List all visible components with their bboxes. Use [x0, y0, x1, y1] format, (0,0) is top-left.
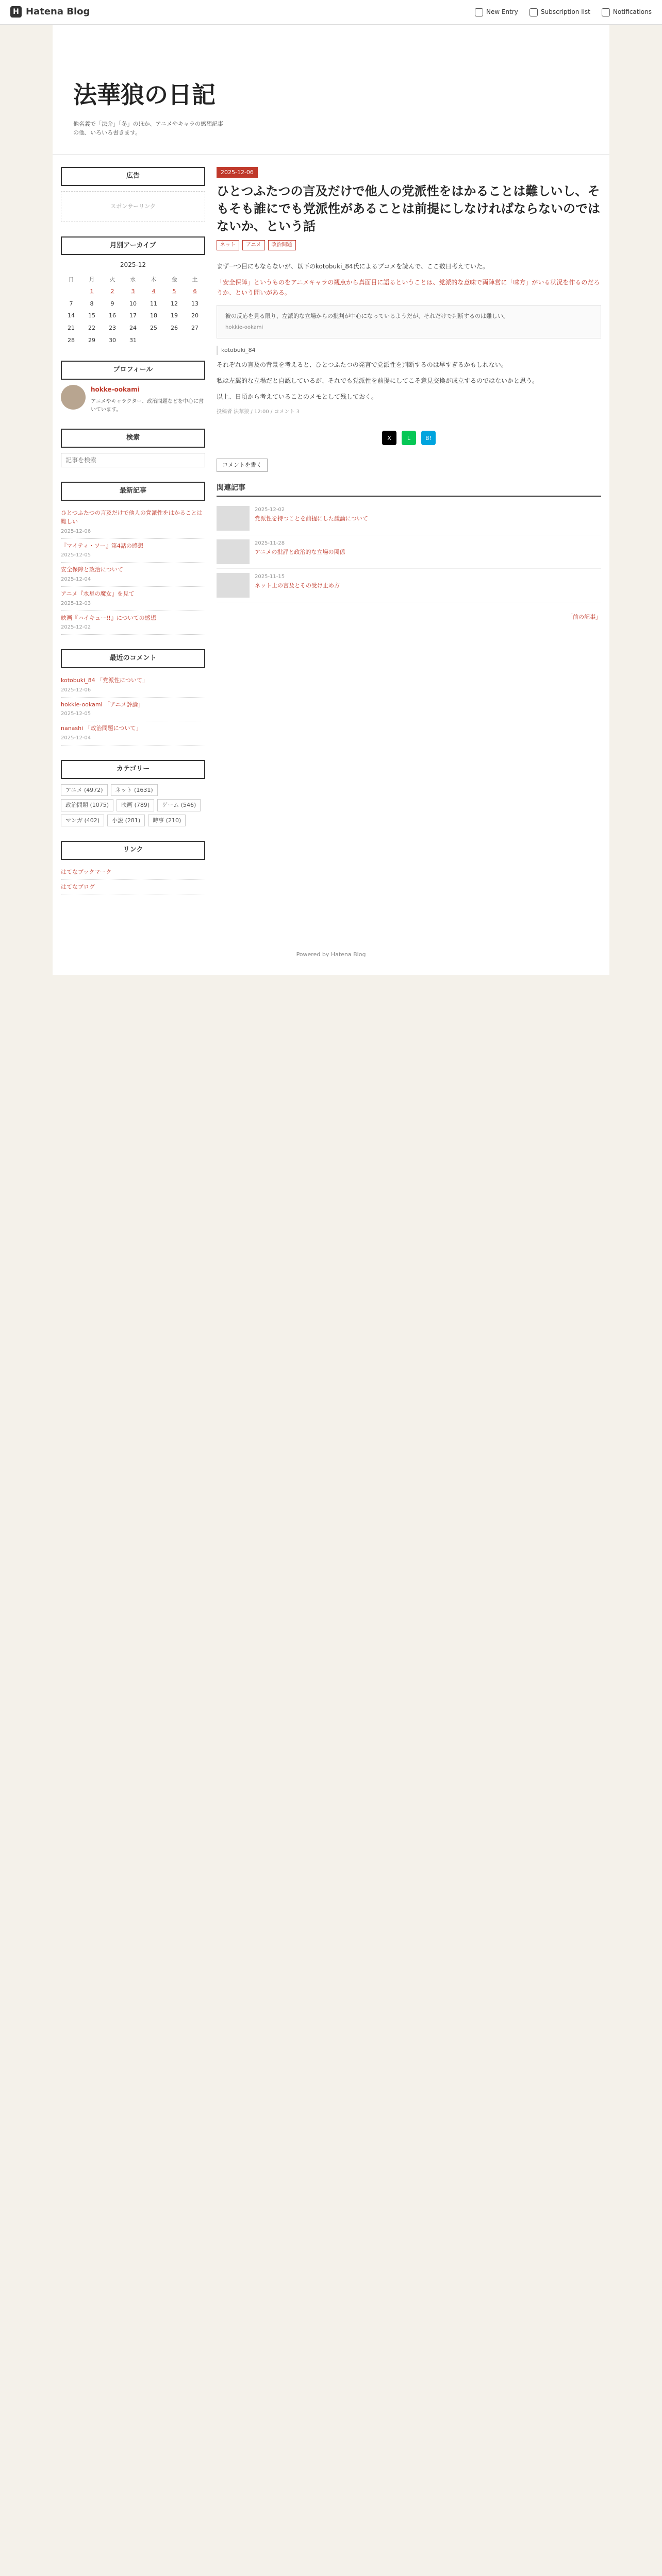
recent-title: 最新記事: [61, 482, 205, 501]
calendar-day: 13: [191, 300, 198, 307]
calendar-day: 28: [68, 336, 75, 344]
calendar-day: 23: [109, 324, 116, 331]
link-item[interactable]: [61, 865, 205, 880]
comments-title: 最近のコメント: [61, 649, 205, 668]
page-wrapper: [53, 25, 609, 975]
calendar-week: [61, 310, 205, 322]
pager: [217, 613, 601, 622]
calendar-weekday: 月: [89, 276, 95, 283]
calendar-day: 9: [110, 300, 114, 307]
calendar-week: [61, 285, 205, 298]
recent-item[interactable]: [61, 563, 205, 587]
sidebar: [61, 167, 205, 909]
rss-icon: [529, 8, 538, 16]
calendar-day: 26: [171, 324, 178, 331]
line-share-icon[interactable]: L: [402, 431, 416, 445]
blog-header: [53, 25, 609, 155]
entry-category[interactable]: 政治問題: [268, 240, 296, 250]
entry-paragraph: 私は左翼的な立場だと自認しているが、それでも党派性を前提にしてこそ意見交換が成立するのではないかと思う。: [217, 377, 539, 385]
x-share-icon[interactable]: X: [382, 431, 396, 445]
related-link[interactable]: 党派性を持つことを前提にした議論について: [255, 515, 368, 522]
profile-module: [61, 361, 205, 414]
calendar-day[interactable]: 4: [152, 288, 156, 295]
calendar-day: 16: [109, 312, 116, 319]
recent-item[interactable]: [61, 611, 205, 635]
prev-entry-link[interactable]: 「前の記事」: [567, 614, 601, 621]
calendar-day: 12: [171, 300, 178, 307]
calendar-table: [61, 274, 205, 347]
related-item[interactable]: [217, 535, 601, 569]
links-title: リンク: [61, 841, 205, 860]
category-chip[interactable]: 映画 (789): [117, 799, 154, 811]
bell-icon: [602, 8, 610, 16]
subscription-list-link[interactable]: Subscription list: [529, 7, 590, 17]
footer: Powered by Hatena Blog: [296, 951, 366, 958]
related-text-col: [255, 573, 340, 598]
calendar-day: 8: [90, 300, 94, 307]
calendar-day[interactable]: 5: [172, 288, 176, 295]
calendar-day: 21: [68, 324, 75, 331]
content-layout: [53, 155, 609, 930]
share-buttons: [217, 431, 601, 445]
comment-item-title[interactable]: kotobuki_84 「党派性について」: [61, 677, 148, 684]
entry-date[interactable]: 2025-12-06: [217, 167, 258, 178]
comment-item[interactable]: [61, 721, 205, 745]
search-input[interactable]: [61, 453, 205, 467]
related-section: [217, 482, 601, 602]
topbar-links: [475, 7, 652, 17]
ad-title: 広告: [61, 167, 205, 186]
calendar-empty: [185, 334, 205, 347]
related-text-col: [255, 506, 368, 531]
calendar-day: 14: [68, 312, 75, 319]
related-link[interactable]: ネット上の言及とその受け止め方: [255, 582, 340, 589]
entry-categories: [217, 240, 601, 250]
comment-item-meta: 2025-12-04: [61, 735, 91, 741]
recent-item-title[interactable]: 『マイティ・ソー』第4話の感想: [61, 542, 143, 549]
search-module: [61, 429, 205, 467]
recent-item-title[interactable]: アニメ『水星の魔女』を見て: [61, 590, 135, 598]
entry-paragraph: まず一つ目にもならないが、以下のkotobuki_84氏によるブコメを読んで、ここ数日考えていた。: [217, 263, 489, 270]
calendar-week: [61, 334, 205, 347]
comment-item[interactable]: [61, 673, 205, 698]
profile-title: プロフィール: [61, 361, 205, 380]
calendar-day: 27: [191, 324, 198, 331]
comment-item[interactable]: [61, 698, 205, 722]
calendar-weekday: 火: [109, 276, 115, 283]
calendar-days: [61, 285, 205, 346]
calendar-module: [61, 236, 205, 347]
category-chip[interactable]: 政治問題 (1075): [61, 799, 113, 811]
calendar-day[interactable]: 2: [110, 288, 114, 295]
related-item[interactable]: [217, 502, 601, 535]
calendar-day: 25: [150, 324, 157, 331]
top-bar: [0, 0, 662, 25]
avatar[interactable]: [61, 385, 86, 410]
calendar-day: 29: [88, 336, 95, 344]
calendar-weekday: 土: [192, 276, 198, 283]
comment-item-title[interactable]: hokkie-ookami 「アニメ評論」: [61, 701, 144, 708]
link-item-label[interactable]: はてなブログ: [61, 883, 95, 890]
new-entry-link[interactable]: New Entry: [475, 7, 518, 17]
comment-item-title[interactable]: nanashi 「政治問題について」: [61, 725, 142, 732]
notifications-link[interactable]: Notifications: [602, 7, 652, 17]
entry-body: [217, 262, 601, 402]
categories-title: カテゴリー: [61, 760, 205, 779]
user-line[interactable]: kotobuki_84: [217, 346, 601, 355]
category-chip[interactable]: 小説 (281): [107, 815, 145, 827]
link-item[interactable]: [61, 880, 205, 895]
calendar-week: [61, 298, 205, 310]
related-thumbnail[interactable]: [217, 506, 250, 531]
search-title: 検索: [61, 429, 205, 448]
calendar-weekday: 木: [151, 276, 157, 283]
recent-item-title[interactable]: 映画『ハイキュー!!』についての感想: [61, 614, 156, 621]
related-link[interactable]: アニメの批評と政治的な立場の関係: [255, 549, 345, 556]
calendar-day[interactable]: 6: [193, 288, 197, 295]
calendar-weekdays: [61, 274, 205, 286]
blockquote: [217, 305, 601, 339]
links-list: [61, 865, 205, 894]
ad-box[interactable]: スポンサーリンク: [61, 191, 205, 222]
related-title: 関連記事: [217, 482, 601, 497]
profile-name[interactable]: hokke-ookami: [91, 385, 140, 393]
comment-item-meta: 2025-12-06: [61, 687, 91, 693]
related-thumbnail[interactable]: [217, 573, 250, 598]
calendar-day[interactable]: 1: [90, 288, 94, 295]
hatena-logo[interactable]: [10, 5, 90, 20]
calendar-day: 31: [129, 336, 137, 344]
hatena-logo-icon: H: [10, 6, 22, 18]
entry-closing: 以上、日頃から考えていることのメモとして残しておく。: [217, 393, 377, 401]
ad-module: [61, 167, 205, 222]
comments-list: [61, 673, 205, 745]
entry: [217, 167, 601, 472]
calendar-day: 11: [150, 300, 157, 307]
quote-author[interactable]: hokkie-ookami: [225, 325, 263, 331]
calendar-day: 20: [191, 312, 198, 319]
comments-module: [61, 649, 205, 745]
category-chip[interactable]: 時事 (210): [148, 815, 186, 827]
category-grid: [61, 784, 205, 827]
related-text-col: [255, 539, 345, 564]
recent-item-title[interactable]: ひとつふたつの言及だけで他人の党派性をはかることは難しい: [61, 509, 203, 526]
links-module: [61, 841, 205, 894]
comment-item-meta: 2025-12-05: [61, 711, 91, 717]
calendar-day[interactable]: 3: [131, 288, 135, 295]
calendar-empty: [143, 334, 164, 347]
recent-item-title[interactable]: 安全保障と政治について: [61, 566, 123, 573]
calendar-day: 15: [88, 312, 95, 319]
pencil-icon: [475, 8, 483, 16]
entry-title[interactable]: ひとつふたつの言及だけで他人の党派性をはかることは難しいし、そもそも誰にでも党派性があることは前提にしなければならないのではないか、という話: [217, 184, 600, 233]
calendar-day: 22: [88, 324, 95, 331]
recent-item[interactable]: [61, 506, 205, 539]
recent-item-meta: 2025-12-05: [61, 552, 91, 558]
calendar-day: 30: [109, 336, 116, 344]
recent-list: [61, 506, 205, 635]
recent-item-meta: 2025-12-02: [61, 624, 91, 631]
blog-title[interactable]: 法華狼の日記: [73, 81, 216, 109]
calendar-day: 10: [129, 300, 137, 307]
category-chip[interactable]: マンガ (402): [61, 815, 104, 827]
recent-item-meta: 2025-12-06: [61, 528, 91, 534]
recent-item-meta: 2025-12-04: [61, 577, 91, 583]
blog-description: 他名義で「法介」「冬」のほか、アニメやキャラの感想記事の他、いろいろ書きます。: [73, 120, 223, 137]
calendar-day: 18: [150, 312, 157, 319]
entry-category[interactable]: ネット: [217, 240, 239, 250]
related-list: [217, 502, 601, 602]
profile-text: アニメやキャラクター、政治問題などを中心に書いています。: [91, 399, 204, 413]
calendar-day: 24: [129, 324, 137, 331]
entry-paragraph: それぞれの言及の背景を考えると、ひとつふたつの発言で党派性を判断するのは早すぎるかもしれない。: [217, 361, 507, 368]
related-thumbnail[interactable]: [217, 539, 250, 564]
categories-module: [61, 760, 205, 827]
profile-row: [61, 385, 205, 414]
calendar-month[interactable]: 2025-12: [120, 261, 146, 269]
related-date: 2025-11-15: [255, 574, 285, 580]
calendar-weekday: 日: [68, 276, 74, 283]
category-chip[interactable]: ゲーム (546): [157, 799, 201, 811]
category-chip[interactable]: ネット (1631): [111, 784, 158, 796]
calendar-day: 7: [69, 300, 73, 307]
related-date: 2025-11-28: [255, 540, 285, 547]
entry-paragraph: 「安全保障」というものをアニメキャラの観点から真面目に語るということは、党派的な意味で両陣営に「味方」がいる状況を作るのだろうか、という問いがある。: [217, 279, 600, 296]
recent-item-meta: 2025-12-03: [61, 600, 91, 606]
quote-text: 彼の反応を見る限り、左派的な立場からの批判が中心になっているようだが、それだけで判断するのは難しい。: [225, 312, 509, 319]
calendar-day: 19: [171, 312, 178, 319]
link-item-label[interactable]: はてなブックマーク: [61, 869, 112, 876]
category-chip[interactable]: アニメ (4972): [61, 784, 108, 796]
calendar-weekday: 水: [130, 276, 136, 283]
related-item[interactable]: [217, 569, 601, 602]
calendar-empty: [61, 285, 81, 298]
entry-meta: 投稿者 法華狼 / 12:00 / コメント 3: [217, 409, 300, 415]
calendar-title: 月別アーカイブ: [61, 236, 205, 256]
related-date: 2025-12-02: [255, 507, 285, 513]
entry-category[interactable]: アニメ: [242, 240, 265, 250]
hatena-logo-text: Hatena Blog: [26, 6, 90, 18]
recent-item[interactable]: [61, 587, 205, 611]
main-content: [217, 167, 601, 909]
calendar-empty: [164, 334, 185, 347]
comment-button[interactable]: コメントを書く: [217, 459, 268, 472]
recent-item[interactable]: [61, 539, 205, 563]
calendar-week: [61, 322, 205, 334]
hatena-bookmark-icon[interactable]: B!: [421, 431, 436, 445]
calendar-weekday: 金: [171, 276, 177, 283]
recent-module: [61, 482, 205, 635]
calendar-day: 17: [129, 312, 137, 319]
